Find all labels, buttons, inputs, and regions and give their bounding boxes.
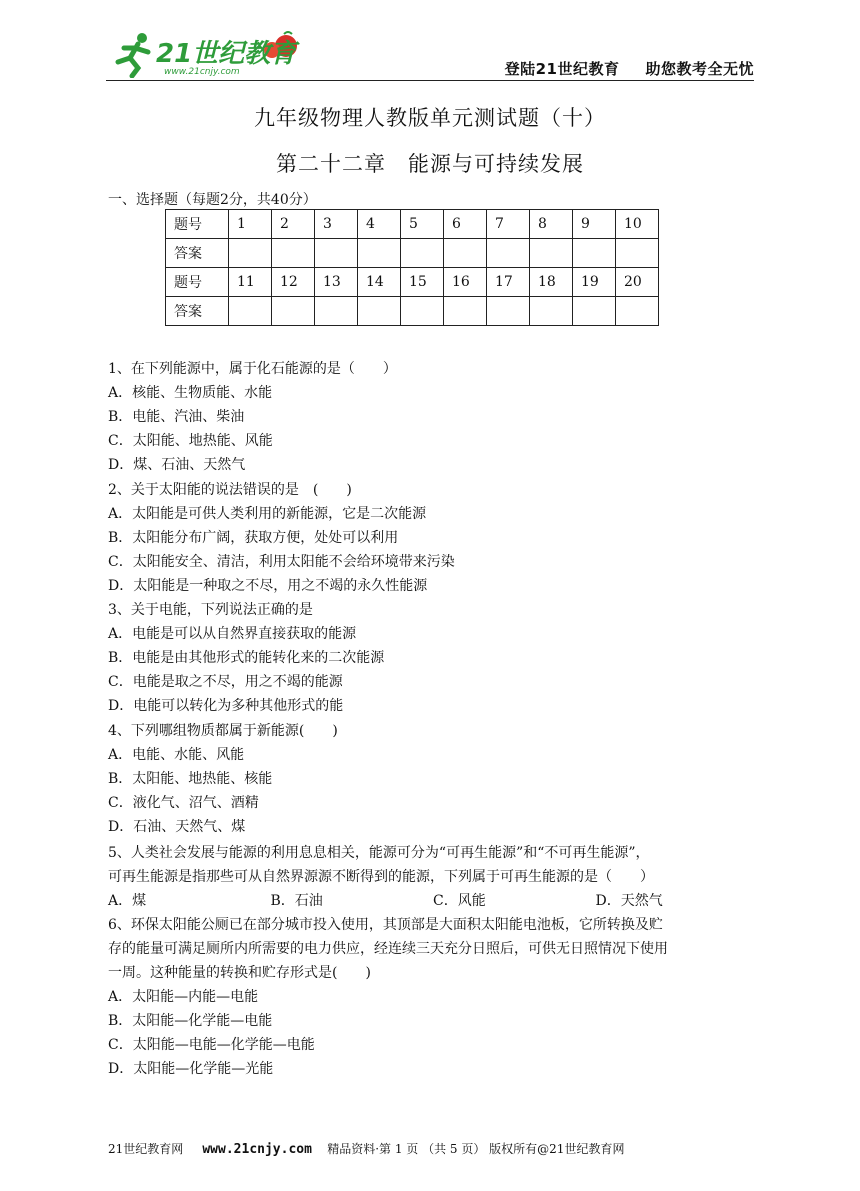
option-d: D．煤、石油、天然气 — [108, 457, 246, 473]
footer-info: 精品资料·第 1 页 （共 5 页） 版权所有@21世纪教育网 — [327, 1142, 625, 1156]
answer-cell[interactable] — [401, 297, 444, 326]
answer-cell[interactable] — [616, 239, 659, 268]
option-c: C．电能是取之不尽，用之不竭的能源 — [108, 674, 343, 690]
answer-cell[interactable] — [530, 297, 573, 326]
answer-cell[interactable] — [401, 239, 444, 268]
answer-cell[interactable] — [487, 239, 530, 268]
option-d: D．石油、天然气、煤 — [108, 819, 246, 835]
answer-cell[interactable] — [616, 297, 659, 326]
answer-cell[interactable] — [444, 239, 487, 268]
question-stem: 2、关于太阳能的说法错误的是 ( ) — [108, 482, 352, 498]
table-cell: 15 — [401, 268, 444, 297]
table-row — [166, 297, 659, 326]
page-header — [106, 28, 754, 82]
svg-text:21世纪教育: 21世纪教育 — [156, 39, 297, 69]
answer-cell[interactable] — [444, 297, 487, 326]
question-stem-line: 6、环保太阳能公厕已在部分城市投入使用，其顶部是大面积太阳能电池板，它所转换及贮 — [108, 917, 663, 933]
table-cell: 19 — [573, 268, 616, 297]
option-b: B．太阳能—化学能—电能 — [108, 1013, 273, 1029]
option-c: C．风能 — [433, 893, 486, 909]
question-4 — [108, 719, 758, 839]
table-cell: 4 — [358, 210, 401, 239]
table-cell: 17 — [487, 268, 530, 297]
option-a: A．太阳能—内能—电能 — [108, 989, 259, 1005]
table-cell: 20 — [616, 268, 659, 297]
table-row — [166, 239, 659, 268]
option-a: A．煤 — [108, 893, 147, 909]
table-cell: 18 — [530, 268, 573, 297]
answer-cell[interactable] — [487, 297, 530, 326]
question-stem: 3、关于电能，下列说法正确的是 — [108, 602, 313, 618]
question-stem: 4、下列哪组物质都属于新能源( ) — [108, 723, 338, 739]
question-stem-line: 可再生能源是指那些可从自然界源源不断得到的能源，下列属于可再生能源的是（ ） — [108, 869, 654, 885]
chapter-subtitle: 第二十二章 能源与可持续发展 — [276, 152, 584, 176]
option-a: A．核能、生物质能、水能 — [108, 385, 273, 401]
table-row — [166, 210, 659, 239]
answer-cell[interactable] — [315, 239, 358, 268]
option-a: A．太阳能是可供人类利用的新能源，它是二次能源 — [108, 506, 427, 522]
question-stem-line: 5、人类社会发展与能源的利用息息相关，能源可分为“可再生能源”和“不可再生能源”， — [108, 845, 650, 861]
table-cell: 7 — [487, 210, 530, 239]
footer-url-link[interactable]: www.21cnjy.com — [202, 1142, 312, 1157]
table-cell: 题号 — [166, 268, 229, 297]
table-cell: 6 — [444, 210, 487, 239]
option-a: A．电能是可以从自然界直接获取的能源 — [108, 626, 357, 642]
table-cell: 题号 — [166, 210, 229, 239]
question-6 — [108, 913, 758, 1081]
option-a: A．电能、水能、风能 — [108, 747, 245, 763]
option-c: C．液化气、沼气、酒精 — [108, 795, 259, 811]
footer-site-name: 21世纪教育网 — [108, 1142, 184, 1156]
slogan-login: 登陆21世纪教育 — [504, 60, 620, 78]
option-b: B．太阳能、地热能、核能 — [108, 771, 273, 787]
option-d: D．天然气 — [595, 893, 663, 909]
answer-cell[interactable] — [272, 297, 315, 326]
option-c: C．太阳能安全、清洁，利用太阳能不会给环境带来污染 — [108, 554, 455, 570]
option-b: B．电能是由其他形式的能转化来的二次能源 — [108, 650, 385, 666]
table-cell: 答案 — [166, 297, 229, 326]
answer-cell[interactable] — [573, 297, 616, 326]
option-b: B．石油 — [270, 893, 323, 909]
question-5 — [108, 841, 758, 913]
answer-cell[interactable] — [272, 239, 315, 268]
options-row — [108, 889, 758, 913]
21cnjy-logo — [108, 28, 308, 78]
table-cell: 11 — [229, 268, 272, 297]
table-cell: 1 — [229, 210, 272, 239]
answer-cell[interactable] — [229, 297, 272, 326]
header-slogan — [479, 58, 754, 79]
table-cell: 答案 — [166, 239, 229, 268]
option-c: C．太阳能—电能—化学能—电能 — [108, 1037, 315, 1053]
answer-table — [165, 209, 659, 326]
question-2 — [108, 478, 758, 598]
header-divider — [106, 80, 754, 81]
table-cell: 3 — [315, 210, 358, 239]
section-heading: 一、选择题（每题2分，共40分） — [108, 192, 317, 208]
table-cell: 14 — [358, 268, 401, 297]
svg-text:www.21cnjy.com: www.21cnjy.com — [164, 67, 240, 77]
table-cell: 5 — [401, 210, 444, 239]
question-3 — [108, 598, 758, 718]
answer-cell[interactable] — [358, 239, 401, 268]
table-cell: 12 — [272, 268, 315, 297]
answer-cell[interactable] — [358, 297, 401, 326]
question-stem-line: 存的能量可满足厕所内所需要的电力供应，经连续三天充分日照后，可供无日照情况下使用 — [108, 941, 668, 957]
option-b: B．太阳能分布广阔，获取方便，处处可以利用 — [108, 530, 399, 546]
question-stem-line: 一周。这种能量的转换和贮存形式是( ) — [108, 965, 371, 981]
page-title: 九年级物理人教版单元测试题（十） — [254, 106, 606, 130]
option-d: D．太阳能—化学能—光能 — [108, 1061, 274, 1077]
table-cell: 2 — [272, 210, 315, 239]
table-cell: 16 — [444, 268, 487, 297]
question-1 — [108, 357, 758, 477]
table-cell: 9 — [573, 210, 616, 239]
question-stem: 1、在下列能源中，属于化石能源的是（ ） — [108, 361, 397, 377]
table-row — [166, 268, 659, 297]
option-c: C．太阳能、地热能、风能 — [108, 433, 273, 449]
answer-cell[interactable] — [315, 297, 358, 326]
option-b: B．电能、汽油、柴油 — [108, 409, 245, 425]
option-d: D．太阳能是一种取之不尽，用之不竭的永久性能源 — [108, 578, 428, 594]
table-cell: 10 — [616, 210, 659, 239]
option-d: D．电能可以转化为多种其他形式的能 — [108, 698, 344, 714]
table-cell: 13 — [315, 268, 358, 297]
answer-cell[interactable] — [573, 239, 616, 268]
answer-cell[interactable] — [229, 239, 272, 268]
page-footer — [108, 1140, 624, 1157]
answer-cell[interactable] — [530, 239, 573, 268]
table-cell: 8 — [530, 210, 573, 239]
slogan-help: 助您教考全无忧 — [645, 60, 754, 78]
